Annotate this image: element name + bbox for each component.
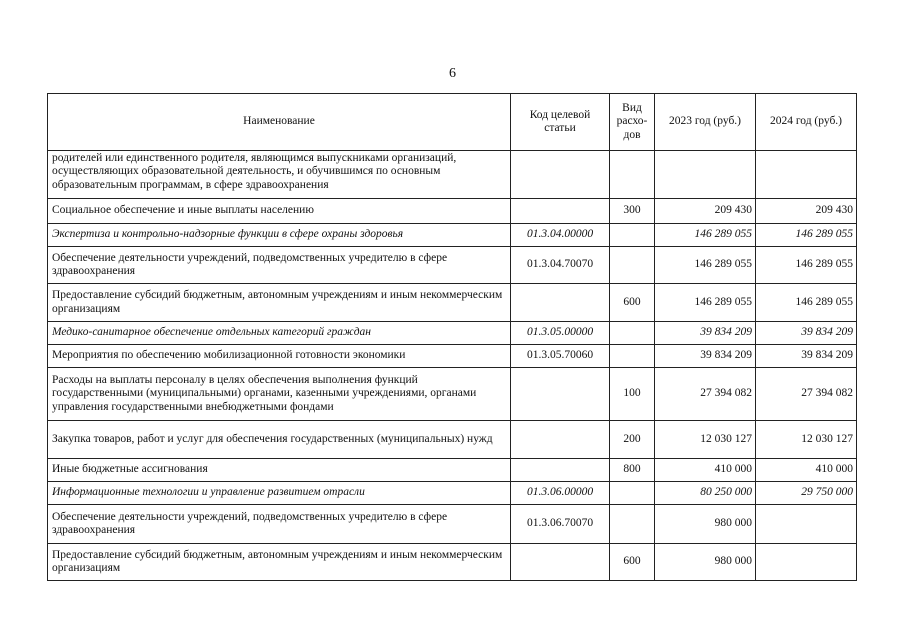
row-code: 01.3.05.70060 [511,345,610,368]
row-2023: 146 289 055 [655,224,756,247]
table-row [48,224,857,247]
header-vid: Вид расхо-дов [610,94,655,151]
row-name: Предоставление субсидий бюджетным, автономным учреждениям и иным некоммерческим организациям [48,544,511,581]
row-2024: 146 289 055 [756,247,857,284]
row-2024: 12 030 127 [756,421,857,459]
row-vid: 800 [610,459,655,482]
row-2024: 27 394 082 [756,368,857,421]
table-row [48,247,857,284]
row-code: 01.3.06.70070 [511,505,610,544]
row-vid: 200 [610,421,655,459]
row-name: Обеспечение деятельности учреждений, подведомственных учредителю в сфере здравоохранения [48,247,511,284]
row-name: Медико-санитарное обеспечение отдельных категорий граждан [48,322,511,345]
row-code [511,199,610,224]
row-name: Экспертиза и контрольно-надзорные функции в сфере охраны здоровья [48,224,511,247]
table-row [48,421,857,459]
row-code [511,544,610,581]
row-vid: 300 [610,199,655,224]
row-vid [610,505,655,544]
row-2024: 209 430 [756,199,857,224]
table-row [48,345,857,368]
row-2024: 146 289 055 [756,224,857,247]
row-vid [610,151,655,199]
row-code [511,421,610,459]
row-vid [610,482,655,505]
row-2024: 39 834 209 [756,345,857,368]
row-name: Обеспечение деятельности учреждений, подведомственных учредителю в сфере здравоохранения [48,505,511,544]
table-row [48,505,857,544]
header-code: Код целевой статьи [511,94,610,151]
page-number: 6 [449,66,456,81]
row-code: 01.3.05.00000 [511,322,610,345]
row-name: Информационные технологии и управление развитием отрасли [48,482,511,505]
row-vid [610,224,655,247]
row-name: Социальное обеспечение и иные выплаты населению [48,199,511,224]
table-row [48,368,857,421]
row-code: 01.3.06.00000 [511,482,610,505]
row-name: Иные бюджетные ассигнования [48,459,511,482]
row-vid: 600 [610,284,655,322]
table-row [48,151,857,199]
row-2023: 410 000 [655,459,756,482]
row-2024 [756,544,857,581]
row-code: 01.3.04.00000 [511,224,610,247]
row-code: 01.3.04.70070 [511,247,610,284]
row-vid: 600 [610,544,655,581]
row-vid: 100 [610,368,655,421]
row-vid [610,247,655,284]
row-2024: 39 834 209 [756,322,857,345]
row-2023: 39 834 209 [655,345,756,368]
table-row [48,544,857,581]
row-code [511,459,610,482]
row-2023 [655,151,756,199]
row-2023: 980 000 [655,505,756,544]
row-name: Предоставление субсидий бюджетным, автономным учреждениям и иным некоммерческим организациям [48,284,511,322]
table-row [48,284,857,322]
row-code [511,151,610,199]
row-2023: 146 289 055 [655,247,756,284]
row-name: Расходы на выплаты персоналу в целях обеспечения выполнения функций государственными (муниципальными) органами, казенными учреждениями, органами управления государственными внебюджетными фондами [48,368,511,421]
row-vid [610,345,655,368]
row-2024: 29 750 000 [756,482,857,505]
budget-table [47,93,857,581]
row-vid [610,322,655,345]
row-2024: 146 289 055 [756,284,857,322]
row-code [511,368,610,421]
row-2023: 146 289 055 [655,284,756,322]
table-row [48,459,857,482]
table-row [48,199,857,224]
row-2023: 80 250 000 [655,482,756,505]
header-2024: 2024 год (руб.) [756,94,857,151]
header-name: Наименование [48,94,511,151]
table-row [48,482,857,505]
row-2023: 980 000 [655,544,756,581]
row-2024 [756,505,857,544]
row-name: Мероприятия по обеспечению мобилизационной готовности экономики [48,345,511,368]
row-name: родителей или единственного родителя, являющимся выпускниками организаций, осуществляющих образовательной деятельность, и обучившимся по основным образовательным программам, в сфере здравоохранения [48,151,511,199]
row-name: Закупка товаров, работ и услуг для обеспечения государственных (муниципальных) нужд [48,421,511,459]
row-2023: 27 394 082 [655,368,756,421]
row-2023: 12 030 127 [655,421,756,459]
row-2023: 209 430 [655,199,756,224]
table-header-row [48,94,857,151]
row-code [511,284,610,322]
header-2023: 2023 год (руб.) [655,94,756,151]
row-2024 [756,151,857,199]
row-2024: 410 000 [756,459,857,482]
table-row [48,322,857,345]
row-2023: 39 834 209 [655,322,756,345]
